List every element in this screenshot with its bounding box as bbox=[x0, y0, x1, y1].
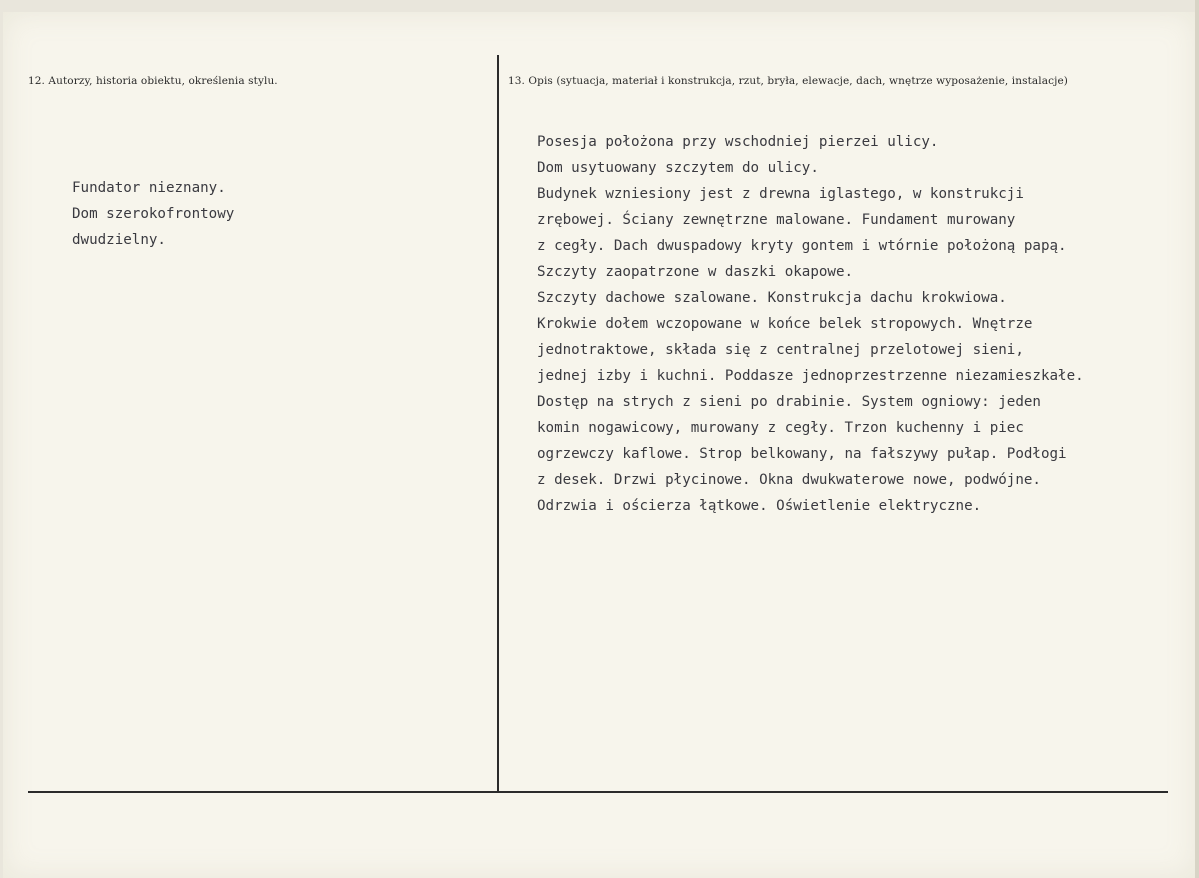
section-13-heading: 13. Opis (sytuacja, materiał i konstrukcja, rzut, bryła, elewacje, dach, wnętrze wyposażenie, instalacje) bbox=[508, 75, 1068, 87]
text-line: Dom szerokofrontowy bbox=[72, 206, 235, 222]
text-line: zrębowej. Ściany zewnętrzne malowane. Fundament murowany bbox=[537, 212, 1016, 228]
text-line: Szczyty dachowe szalowane. Konstrukcja dachu krokwiowa. bbox=[537, 290, 1007, 306]
text-line: z cegły. Dach dwuspadowy kryty gontem i wtórnie położoną papą. bbox=[537, 238, 1067, 254]
text-line: Posesja położona przy wschodniej pierzei ulicy. bbox=[537, 134, 939, 150]
text-line: Fundator nieznany. bbox=[72, 180, 226, 196]
text-line: Krokwie dołem wczopowane w końce belek stropowych. Wnętrze bbox=[537, 316, 1033, 332]
text-line: Dostęp na strych z sieni po drabinie. System ogniowy: jeden bbox=[537, 394, 1041, 410]
text-line: z desek. Drzwi płycinowe. Okna dwukwaterowe nowe, podwójne. bbox=[537, 472, 1041, 488]
bottom-rule bbox=[28, 791, 1168, 793]
column-divider bbox=[497, 55, 499, 793]
text-line: Szczyty zaopatrzone w daszki okapowe. bbox=[537, 264, 854, 280]
sheet-edge bbox=[1195, 0, 1199, 878]
text-line: jednotraktowe, składa się z centralnej przelotowej sieni, bbox=[537, 342, 1024, 358]
text-line: Dom usytuowany szczytem do ulicy. bbox=[537, 160, 819, 176]
text-line: jednej izby i kuchni. Poddasze jednoprzestrzenne niezamieszkałe. bbox=[537, 368, 1084, 384]
section-13-body bbox=[537, 129, 1084, 519]
text-line: komin nogawicowy, murowany z cegły. Trzon kuchenny i piec bbox=[537, 420, 1024, 436]
text-line: Budynek wzniesiony jest z drewna iglastego, w konstrukcji bbox=[537, 186, 1024, 202]
text-line: dwudzielny. bbox=[72, 232, 166, 248]
text-line: ogrzewczy kaflowe. Strop belkowany, na fałszywy pułap. Podłogi bbox=[537, 446, 1067, 462]
section-12-heading: 12. Autorzy, historia obiektu, określenia stylu. bbox=[28, 75, 278, 87]
section-12-body bbox=[72, 175, 234, 253]
text-line: Odrzwia i ościerza łątkowe. Oświetlenie elektryczne. bbox=[537, 498, 982, 514]
